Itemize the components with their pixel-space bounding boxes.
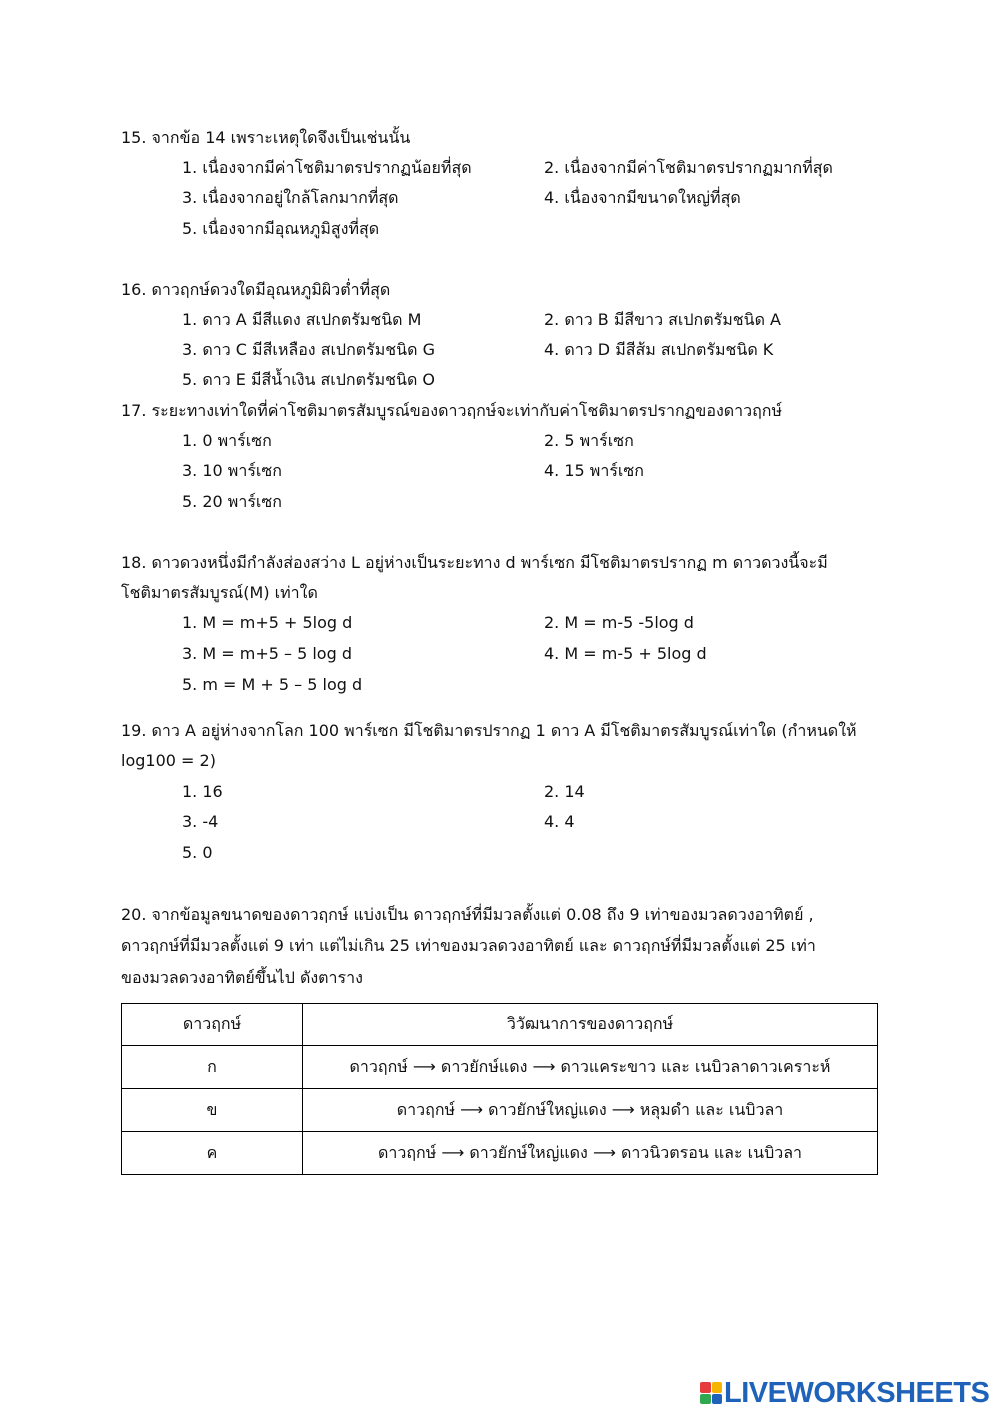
q19-choice-2: 2. 14 <box>544 782 585 801</box>
q18-choice-1: 1. M = m+5 + 5log d <box>182 613 353 632</box>
question-20-line-2: ดาวฤกษ์ที่มีมวลตั้งแต่ 9 เท่า แต่ไม่เกิน 25 เท่าของมวลดวงอาทิตย์ และ ดาวฤกษ์ที่มีมวลตั้งแต่ 25 เท่า <box>121 936 816 955</box>
q19-choice-5: 5. 0 <box>182 843 213 862</box>
q16-choice-2: 2. ดาว B มีสีขาว สเปกตรัมชนิด A <box>544 310 781 329</box>
question-19-line-2: log100 = 2) <box>121 751 216 770</box>
question-18-line-1: 18. ดาวดวงหนึ่งมีกำลังส่องสว่าง L อยู่ห่างเป็นระยะทาง d พาร์เซก มีโชติมาตรปรากฏ m ดาวดวงนี้จะมี <box>121 553 828 572</box>
question-20-line-3: ของมวลดวงอาทิตย์ขึ้นไป ดังตาราง <box>121 968 363 987</box>
table-header-row <box>122 1004 878 1046</box>
star-evolution-table <box>121 1003 878 1175</box>
table-cell-star: ค <box>122 1132 303 1175</box>
table-cell-star: ก <box>122 1046 303 1089</box>
table-cell-evolution: ดาวฤกษ์ ⟶ ดาวยักษ์ใหญ่แดง ⟶ ดาวนิวตรอน และ เนบิวลา <box>303 1132 878 1175</box>
table-header-evolution: วิวัฒนาการของดาวฤกษ์ <box>303 1004 878 1046</box>
q18-choice-2: 2. M = m-5 -5log d <box>544 613 694 632</box>
question-16: 16. ดาวฤกษ์ดวงใดมีอุณหภูมิผิวต่ำที่สุด <box>121 280 391 299</box>
q15-choice-1: 1. เนื่องจากมีค่าโชติมาตรปรากฏน้อยที่สุด <box>182 158 472 177</box>
q18-choice-4: 4. M = m-5 + 5log d <box>544 644 707 663</box>
q17-choice-3: 3. 10 พาร์เซก <box>182 461 282 480</box>
liveworksheets-mark-icon <box>700 1382 722 1404</box>
table-cell-star: ข <box>122 1089 303 1132</box>
q15-choice-3: 3. เนื่องจากอยู่ใกล้โลกมากที่สุด <box>182 188 399 207</box>
q19-choice-4: 4. 4 <box>544 812 575 831</box>
q18-choice-5: 5. m = M + 5 – 5 log d <box>182 675 363 694</box>
q18-choice-3: 3. M = m+5 – 5 log d <box>182 644 352 663</box>
q17-choice-5: 5. 20 พาร์เซก <box>182 492 282 511</box>
table-cell-evolution: ดาวฤกษ์ ⟶ ดาวยักษ์แดง ⟶ ดาวแคระขาว และ เนบิวลาดาวเคราะห์ <box>303 1046 878 1089</box>
q15-choice-5: 5. เนื่องจากมีอุณหภูมิสูงที่สุด <box>182 219 380 238</box>
q19-choice-1: 1. 16 <box>182 782 223 801</box>
liveworksheets-wordmark: LIVEWORKSHEETS <box>724 1376 990 1409</box>
q16-choice-1: 1. ดาว A มีสีแดง สเปกตรัมชนิด M <box>182 310 422 329</box>
table-header-star: ดาวฤกษ์ <box>122 1004 303 1046</box>
question-18-line-2: โชติมาตรสัมบูรณ์(M) เท่าใด <box>121 583 318 602</box>
question-20-line-1: 20. จากข้อมูลขนาดของดาวฤกษ์ แบ่งเป็น ดาวฤกษ์ที่มีมวลตั้งแต่ 0.08 ถึง 9 เท่าของมวลดวงอาทิตย์ , <box>121 905 814 924</box>
table-cell-evolution: ดาวฤกษ์ ⟶ ดาวยักษ์ใหญ่แดง ⟶ หลุมดำ และ เนบิวลา <box>303 1089 878 1132</box>
question-19-line-1: 19. ดาว A อยู่ห่างจากโลก 100 พาร์เซก มีโชติมาตรปรากฏ 1 ดาว A มีโชติมาตรสัมบูรณ์เท่าใด (กำหนดให้ <box>121 721 857 740</box>
liveworksheets-logo <box>700 1376 990 1409</box>
q17-choice-4: 4. 15 พาร์เซก <box>544 461 644 480</box>
table-row <box>122 1046 878 1089</box>
question-17: 17. ระยะทางเท่าใดที่ค่าโชติมาตรสัมบูรณ์ของดาวฤกษ์จะเท่ากับค่าโชติมาตรปรากฏของดาวฤกษ์ <box>121 401 783 420</box>
question-15: 15. จากข้อ 14 เพราะเหตุใดจึงเป็นเช่นนั้น <box>121 128 411 147</box>
q16-choice-4: 4. ดาว D มีสีส้ม สเปกตรัมชนิด K <box>544 340 774 359</box>
q16-choice-5: 5. ดาว E มีสีน้ำเงิน สเปกตรัมชนิด O <box>182 370 436 389</box>
q17-choice-1: 1. 0 พาร์เซก <box>182 431 272 450</box>
q19-choice-3: 3. -4 <box>182 812 219 831</box>
q16-choice-3: 3. ดาว C มีสีเหลือง สเปกตรัมชนิด G <box>182 340 435 359</box>
table-row <box>122 1089 878 1132</box>
q15-choice-2: 2. เนื่องจากมีค่าโชติมาตรปรากฏมากที่สุด <box>544 158 833 177</box>
table-row <box>122 1132 878 1175</box>
q17-choice-2: 2. 5 พาร์เซก <box>544 431 634 450</box>
q15-choice-4: 4. เนื่องจากมีขนาดใหญ่ที่สุด <box>544 188 741 207</box>
